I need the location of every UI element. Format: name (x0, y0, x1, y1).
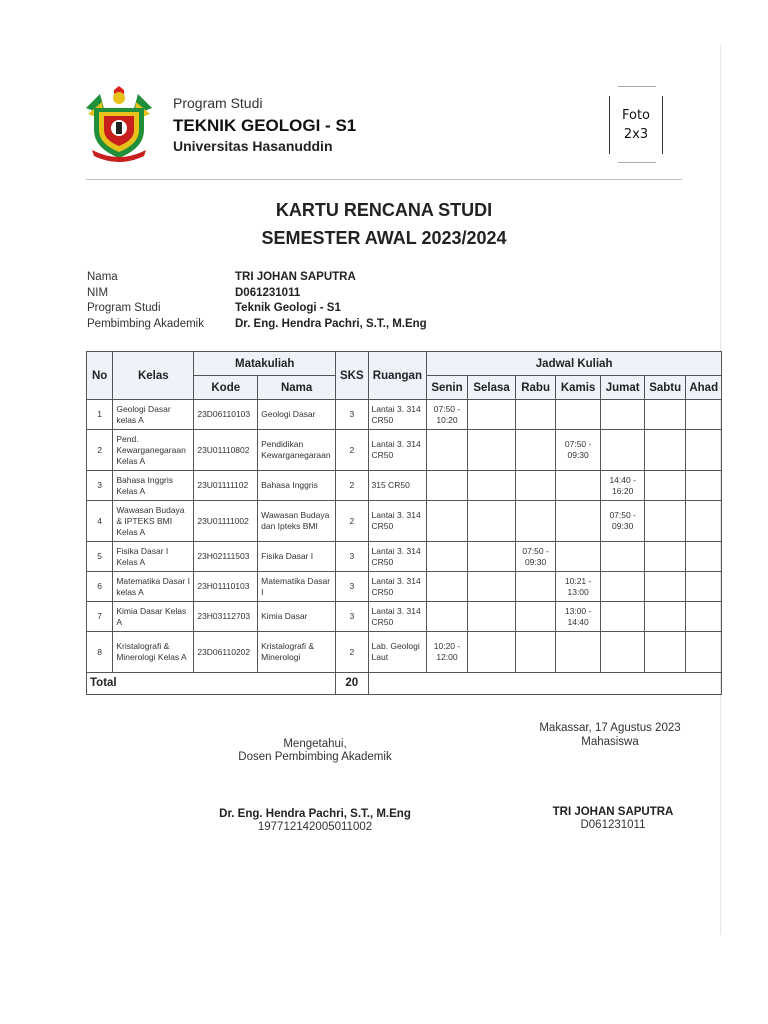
header-kelas: Kelas (113, 352, 194, 400)
cell-ruangan: Lantai 3. 314 CR50 (368, 572, 427, 602)
cell-kode: 23D06110103 (194, 400, 258, 430)
cell-kode: 23H01110103 (194, 572, 258, 602)
info-value: Dr. Eng. Hendra Pachri, S.T., M.Eng (235, 317, 427, 330)
info-value: D061231011 (235, 286, 301, 299)
header-nama: Nama (258, 376, 336, 400)
info-row-nim (87, 286, 427, 302)
cell-nama: Bahasa Inggris (258, 471, 336, 501)
university-logo (84, 86, 154, 162)
header-day: Ahad (686, 376, 722, 400)
cell-kelas: Fisika Dasar I Kelas A (113, 542, 194, 572)
cell-kelas: Wawasan Budaya & IPTEKS BMI Kelas A (113, 501, 194, 542)
student-role: Mahasiswa (581, 736, 639, 748)
cell-sks: 3 (336, 400, 368, 430)
cell-kode: 23U01110802 (194, 430, 258, 471)
info-label: Pembimbing Akademik (87, 317, 204, 330)
info-value: Teknik Geologi - S1 (235, 302, 341, 314)
photo-border-top (618, 86, 656, 87)
header-no: No (87, 352, 113, 400)
table-row (87, 572, 722, 602)
cell-schedule (427, 602, 468, 632)
cell-no: 3 (87, 471, 113, 501)
document-subtitle: SEMESTER AWAL 2023/2024 (261, 228, 507, 248)
cell-schedule: 07:50 - 10:20 (427, 400, 468, 430)
cell-kelas: Bahasa Inggris Kelas A (113, 471, 194, 501)
cell-ruangan: Lab. Geologi Laut (368, 632, 427, 673)
cell-schedule (601, 400, 645, 430)
cell-schedule (467, 501, 516, 542)
student-nim: D061231011 (580, 819, 646, 831)
cell-schedule (601, 542, 645, 572)
cell-schedule (644, 400, 686, 430)
cell-kelas: Matematika Dasar I kelas A (113, 572, 194, 602)
cell-schedule (644, 471, 686, 501)
cell-nama: Geologi Dasar (258, 400, 336, 430)
info-row-nama (87, 270, 427, 286)
cell-schedule (467, 430, 516, 471)
program-label: Program Studi (173, 95, 263, 111)
cell-schedule: 10:20 - 12:00 (427, 632, 468, 673)
cell-schedule (516, 572, 555, 602)
info-label: Program Studi (87, 302, 161, 314)
total-row (87, 673, 722, 695)
table-row (87, 542, 722, 572)
cell-ruangan: 315 CR50 (368, 471, 427, 501)
cell-nama: Fisika Dasar I (258, 542, 336, 572)
cell-schedule (686, 501, 722, 542)
header-matakuliah: Matakuliah (194, 352, 336, 376)
cell-nama: Pendidikan Kewarganegaraan (258, 430, 336, 471)
cell-sks: 3 (336, 572, 368, 602)
cell-schedule (644, 430, 686, 471)
advisor-name-block (195, 808, 435, 833)
total-empty (368, 673, 721, 695)
info-row-program (87, 301, 427, 317)
header-divider (86, 179, 682, 180)
cell-sks: 2 (336, 471, 368, 501)
cell-schedule (516, 632, 555, 673)
photo-border-bottom (618, 162, 656, 163)
cell-schedule (427, 430, 468, 471)
cell-schedule (644, 602, 686, 632)
cell-ruangan: Lantai 3. 314 CR50 (368, 602, 427, 632)
header-day: Sabtu (644, 376, 686, 400)
header-day: Rabu (516, 376, 555, 400)
cell-nama: Wawasan Budaya dan Ipteks BMI (258, 501, 336, 542)
cell-ruangan: Lantai 3. 314 CR50 (368, 542, 427, 572)
cell-schedule (686, 632, 722, 673)
cell-schedule (555, 471, 601, 501)
program-name: TEKNIK GEOLOGI - S1 (173, 116, 357, 135)
cell-sks: 2 (336, 632, 368, 673)
header-ruangan: Ruangan (368, 352, 427, 400)
cell-schedule: 07:50 - 09:30 (555, 430, 601, 471)
header (84, 86, 684, 166)
cell-no: 8 (87, 632, 113, 673)
cell-schedule (516, 501, 555, 542)
info-label: Nama (87, 271, 118, 283)
place-date: Makassar, 17 Agustus 2023 (539, 722, 681, 734)
student-name: TRI JOHAN SAPUTRA (552, 806, 674, 818)
student-signature-block (520, 722, 700, 748)
cell-kode: 23H03112703 (194, 602, 258, 632)
cell-ruangan: Lantai 3. 314 CR50 (368, 501, 427, 542)
cell-kode: 23U01111002 (194, 501, 258, 542)
cell-kelas: Kimia Dasar Kelas A (113, 602, 194, 632)
cell-schedule (601, 572, 645, 602)
total-sks: 20 (336, 673, 368, 695)
cell-schedule (555, 501, 601, 542)
university-name: Universitas Hasanuddin (173, 138, 333, 154)
table-header-row (87, 352, 722, 376)
header-jadwal: Jadwal Kuliah (427, 352, 722, 376)
cell-schedule (427, 501, 468, 542)
cell-ruangan: Lantai 3. 314 CR50 (368, 430, 427, 471)
cell-schedule (686, 430, 722, 471)
cell-schedule (555, 632, 601, 673)
cell-schedule (516, 471, 555, 501)
cell-schedule (427, 471, 468, 501)
cell-no: 2 (87, 430, 113, 471)
cell-schedule (516, 602, 555, 632)
cell-schedule: 13:00 - 14:40 (555, 602, 601, 632)
table-row (87, 430, 722, 471)
cell-schedule (686, 572, 722, 602)
cell-schedule (467, 602, 516, 632)
advisor-role: Dosen Pembimbing Akademik (238, 751, 392, 763)
info-value: TRI JOHAN SAPUTRA (235, 271, 356, 283)
cell-schedule (467, 572, 516, 602)
cell-kelas: Pend. Kewarganegaraan Kelas A (113, 430, 194, 471)
header-day: Senin (427, 376, 468, 400)
cell-schedule (555, 400, 601, 430)
cell-no: 5 (87, 542, 113, 572)
cell-kode: 23U01111102 (194, 471, 258, 501)
cell-schedule (686, 400, 722, 430)
cell-kode: 23H02111503 (194, 542, 258, 572)
advisor-known: Mengetahui, (283, 738, 347, 750)
cell-no: 6 (87, 572, 113, 602)
student-name-block (520, 806, 706, 831)
cell-schedule (516, 430, 555, 471)
cell-schedule (601, 632, 645, 673)
photo-label (609, 106, 663, 144)
cell-sks: 2 (336, 430, 368, 471)
header-day: Kamis (555, 376, 601, 400)
cell-schedule (644, 501, 686, 542)
table-row (87, 501, 722, 542)
cell-no: 7 (87, 602, 113, 632)
cell-schedule: 10:21 - 13:00 (555, 572, 601, 602)
advisor-heading-block (200, 738, 430, 763)
cell-sks: 3 (336, 602, 368, 632)
table-row (87, 471, 722, 501)
cell-schedule (555, 542, 601, 572)
table-row (87, 632, 722, 673)
cell-nama: Matematika Dasar I (258, 572, 336, 602)
cell-sks: 3 (336, 542, 368, 572)
cell-schedule (427, 542, 468, 572)
cell-no: 4 (87, 501, 113, 542)
cell-schedule (686, 542, 722, 572)
cell-sks: 2 (336, 501, 368, 542)
cell-schedule (644, 542, 686, 572)
document-title: KARTU RENCANA STUDI (275, 200, 493, 220)
course-table (86, 351, 722, 695)
cell-ruangan: Lantai 3. 314 CR50 (368, 400, 427, 430)
cell-kelas: Kristalografi & Minerologi Kelas A (113, 632, 194, 673)
cell-schedule (467, 542, 516, 572)
total-label: Total (87, 673, 336, 695)
cell-no: 1 (87, 400, 113, 430)
cell-schedule (644, 632, 686, 673)
cell-schedule (601, 430, 645, 471)
cell-schedule (427, 572, 468, 602)
cell-schedule (516, 400, 555, 430)
cell-kode: 23D06110202 (194, 632, 258, 673)
header-day: Jumat (601, 376, 645, 400)
advisor-name: Dr. Eng. Hendra Pachri, S.T., M.Eng (219, 808, 411, 820)
info-row-advisor (87, 317, 427, 333)
cell-schedule (644, 572, 686, 602)
advisor-nip: 197712142005011002 (257, 821, 373, 833)
cell-schedule (601, 602, 645, 632)
photo-label-line1: Foto (621, 108, 651, 123)
cell-schedule (686, 602, 722, 632)
cell-kelas: Geologi Dasar kelas A (113, 400, 194, 430)
photo-placeholder (609, 86, 663, 160)
cell-schedule: 07:50 - 09:30 (601, 501, 645, 542)
header-kode: Kode (194, 376, 258, 400)
header-sks: SKS (336, 352, 368, 400)
cell-nama: Kristalografi & Minerologi (258, 632, 336, 673)
student-info (87, 270, 427, 332)
info-label: NIM (87, 286, 109, 299)
course-table-body (87, 400, 722, 673)
table-row (87, 400, 722, 430)
table-row (87, 602, 722, 632)
cell-schedule (467, 400, 516, 430)
cell-schedule (686, 471, 722, 501)
header-day: Selasa (467, 376, 516, 400)
photo-label-line2: 2x3 (623, 127, 649, 142)
cell-schedule: 14:40 - 16:20 (601, 471, 645, 501)
cell-schedule: 07:50 - 09:30 (516, 542, 555, 572)
cell-nama: Kimia Dasar (258, 602, 336, 632)
cell-schedule (467, 632, 516, 673)
cell-schedule (467, 471, 516, 501)
